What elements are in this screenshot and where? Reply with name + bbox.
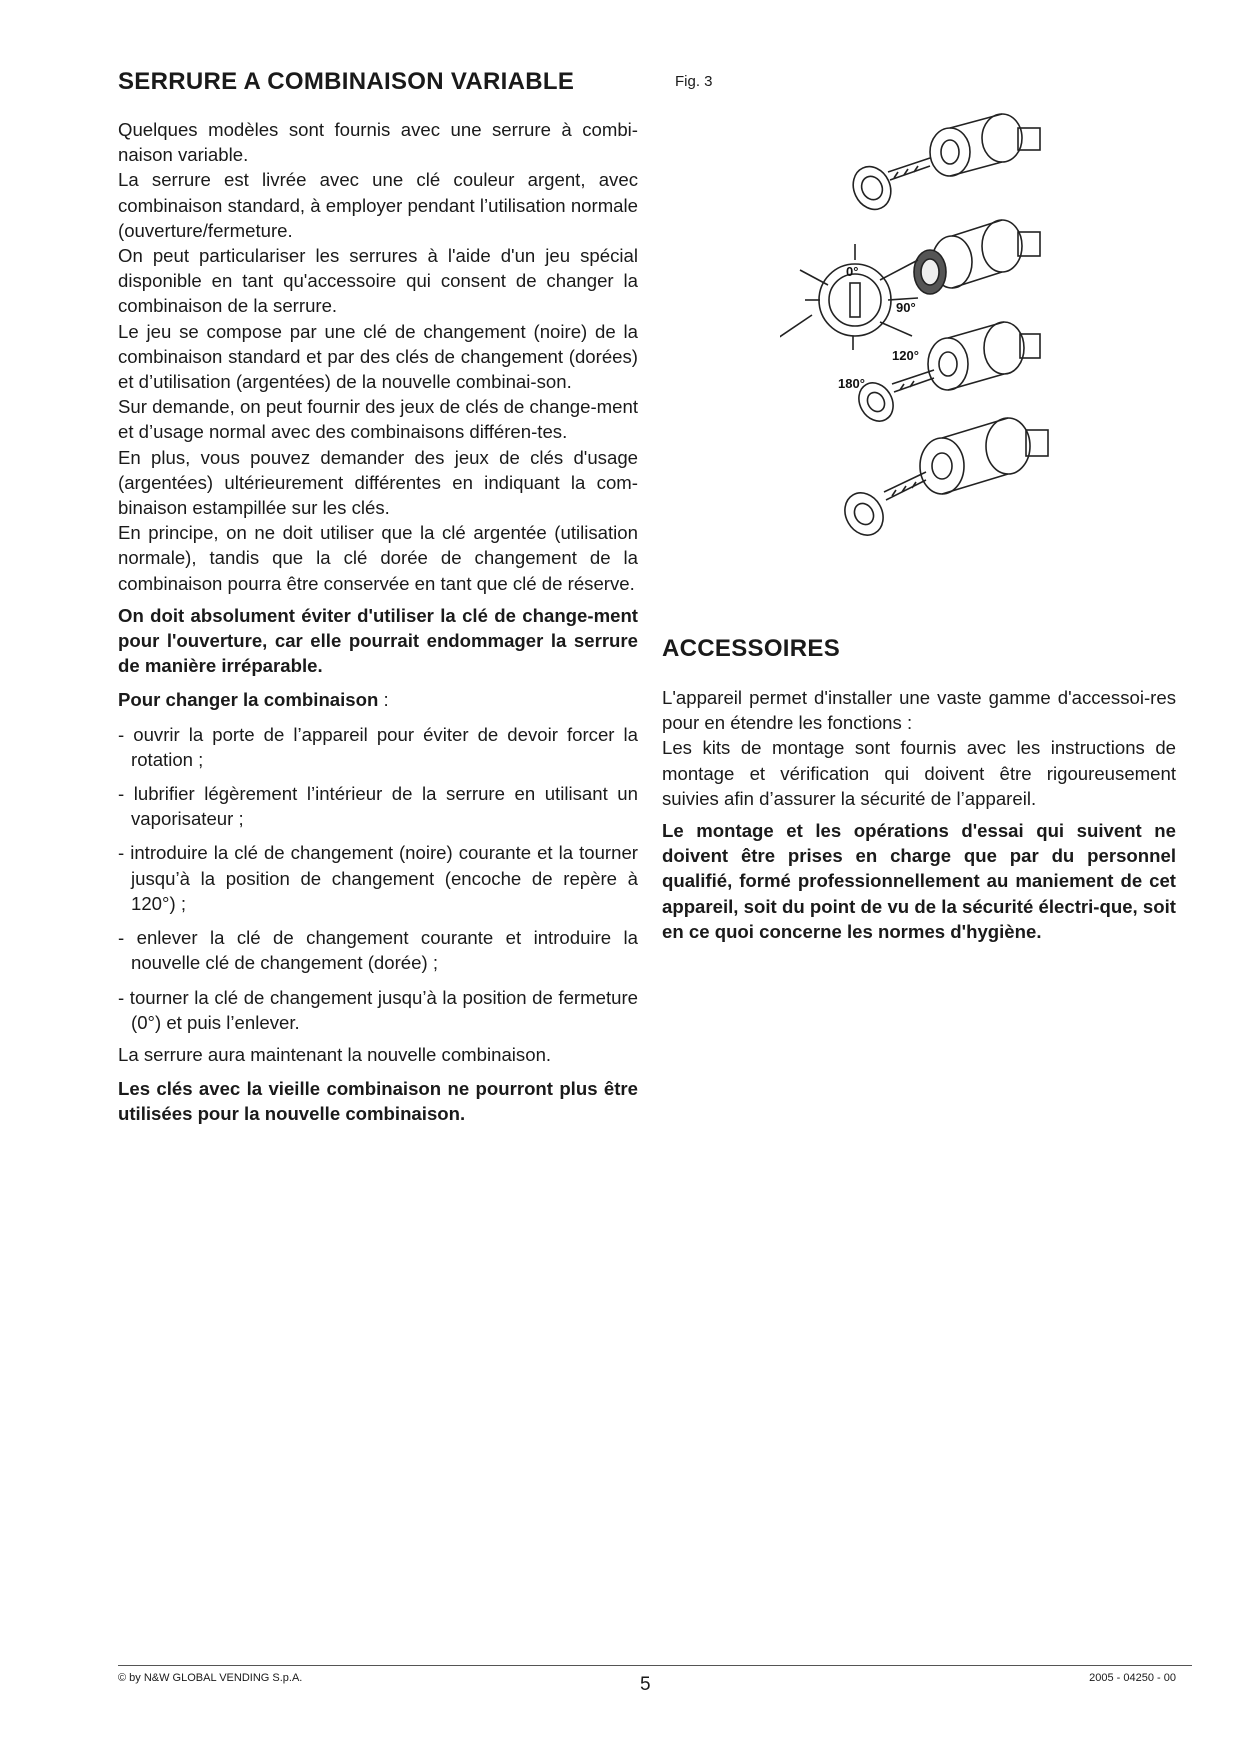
key-icon bbox=[837, 472, 926, 542]
section-title-serrure: SERRURE A COMBINAISON VARIABLE bbox=[118, 68, 575, 95]
final-warning: Les clés avec la vieille combinaison ne pourront plus être utilisées pour la nouvelle combinaison. bbox=[118, 1078, 638, 1125]
angle-dial-icon bbox=[780, 244, 918, 350]
accessoires-paragraph: L'appareil permet d'installer une vaste gamme d'accessoi-res pour en étendre les fonctions : bbox=[662, 687, 1176, 734]
page-number: 5 bbox=[640, 1674, 651, 1695]
lock-key-illustration bbox=[780, 100, 1080, 570]
angle-label-90: 90° bbox=[896, 300, 916, 315]
lock-cylinder-icon bbox=[932, 220, 1040, 288]
step-item: - ouvrir la porte de l’appareil pour éviter de devoir forcer la rotation ; bbox=[118, 723, 638, 770]
intro-paragraph: La serrure est livrée avec une clé couleur argent, avec combinaison standard, à employer pendant l’utilisation normale (ouverture/fermeture. bbox=[118, 169, 638, 241]
intro-paragraph: Quelques modèles sont fournis avec une serrure à combi-naison variable. bbox=[118, 119, 638, 166]
step-item: - introduire la clé de changement (noire) courante et la tourner jusqu’à la position de changement (encoche de repère à 120°) ; bbox=[118, 842, 638, 914]
angle-label-0: 0° bbox=[846, 264, 859, 279]
footer-copyright: © by N&W GLOBAL VENDING S.p.A. bbox=[118, 1672, 303, 1684]
intro-paragraph: On peut particulariser les serrures à l'aide d'un jeu spécial disponible en tant qu'accessoire qui consent de changer la combinaison de la serrure. bbox=[118, 245, 638, 317]
steps-suffix: : bbox=[378, 689, 389, 711]
angle-label-120: 120° bbox=[892, 348, 919, 363]
angle-label-180: 180° bbox=[838, 376, 865, 391]
accessoires-body bbox=[662, 685, 1176, 944]
step-item: - lubrifier légèrement l’intérieur de la serrure en utilisant un vaporisateur ; bbox=[118, 783, 638, 830]
result-paragraph: La serrure aura maintenant la nouvelle combinaison. bbox=[118, 1043, 552, 1065]
section-title-accessoires: ACCESSOIRES bbox=[662, 635, 841, 662]
accessoires-warning: Le montage et les opérations d'essai qui suivent ne doivent être prises en charge que par du personnel qualifié, formé professionnellement au maniement de cet appareil, soit du point de vu de la sécurité électri-que, soit en ce quoi concerne les normes d'hygiène. bbox=[662, 820, 1176, 942]
step-item: - tourner la clé de changement jusqu’à la position de fermeture (0°) et puis l’enlever. bbox=[118, 986, 638, 1033]
lock-cylinder-icon bbox=[930, 114, 1040, 176]
steps-heading bbox=[118, 687, 638, 712]
warning-paragraph: On doit absolument éviter d'utiliser la clé de change-ment pour l'ouverture, car elle pourrait endommager la serrure de manière irréparable. bbox=[118, 604, 638, 677]
intro-paragraph: Le jeu se compose par une clé de changement (noire) de la combinaison standard et par des clés de changement (dorées) et d’utilisation (argentées) de la nouvelle combinai-son. bbox=[118, 320, 638, 393]
steps-title: Pour changer la combinaison bbox=[118, 689, 379, 711]
step-item: - enlever la clé de changement courante et introduire la nouvelle clé de changement (dorée) ; bbox=[118, 927, 638, 974]
key-icon bbox=[846, 158, 930, 216]
intro-paragraph: Sur demande, on peut fournir des jeux de clés de change-ment et d’usage normal avec des combinaisons différen-tes. bbox=[118, 396, 638, 443]
serrure-body bbox=[118, 117, 638, 1127]
lock-cylinder-icon bbox=[928, 322, 1040, 390]
lock-cylinder-icon bbox=[920, 418, 1048, 494]
footer-divider bbox=[118, 1665, 1192, 1666]
figure-label: Fig. 3 bbox=[675, 73, 713, 90]
intro-paragraph: En principe, on ne doit utiliser que la clé argentée (utilisation normale), tandis que la clé dorée de changement de la combinaison pourra être conservée en tant que clé de réserve. bbox=[118, 522, 638, 594]
key-head-icon bbox=[914, 250, 946, 294]
document-code: 2005 - 04250 - 00 bbox=[1089, 1672, 1176, 1684]
accessoires-paragraph: Les kits de montage sont fournis avec les instructions de montage et vérification qui doivent être rigoureusement suivies afin d’assurer la sécurité de l’appareil. bbox=[662, 737, 1176, 809]
intro-paragraph: En plus, vous pouvez demander des jeux de clés d'usage (argentées) ultérieurement différentes en indiquant la com-binaison estampillée sur les clés. bbox=[118, 446, 638, 519]
